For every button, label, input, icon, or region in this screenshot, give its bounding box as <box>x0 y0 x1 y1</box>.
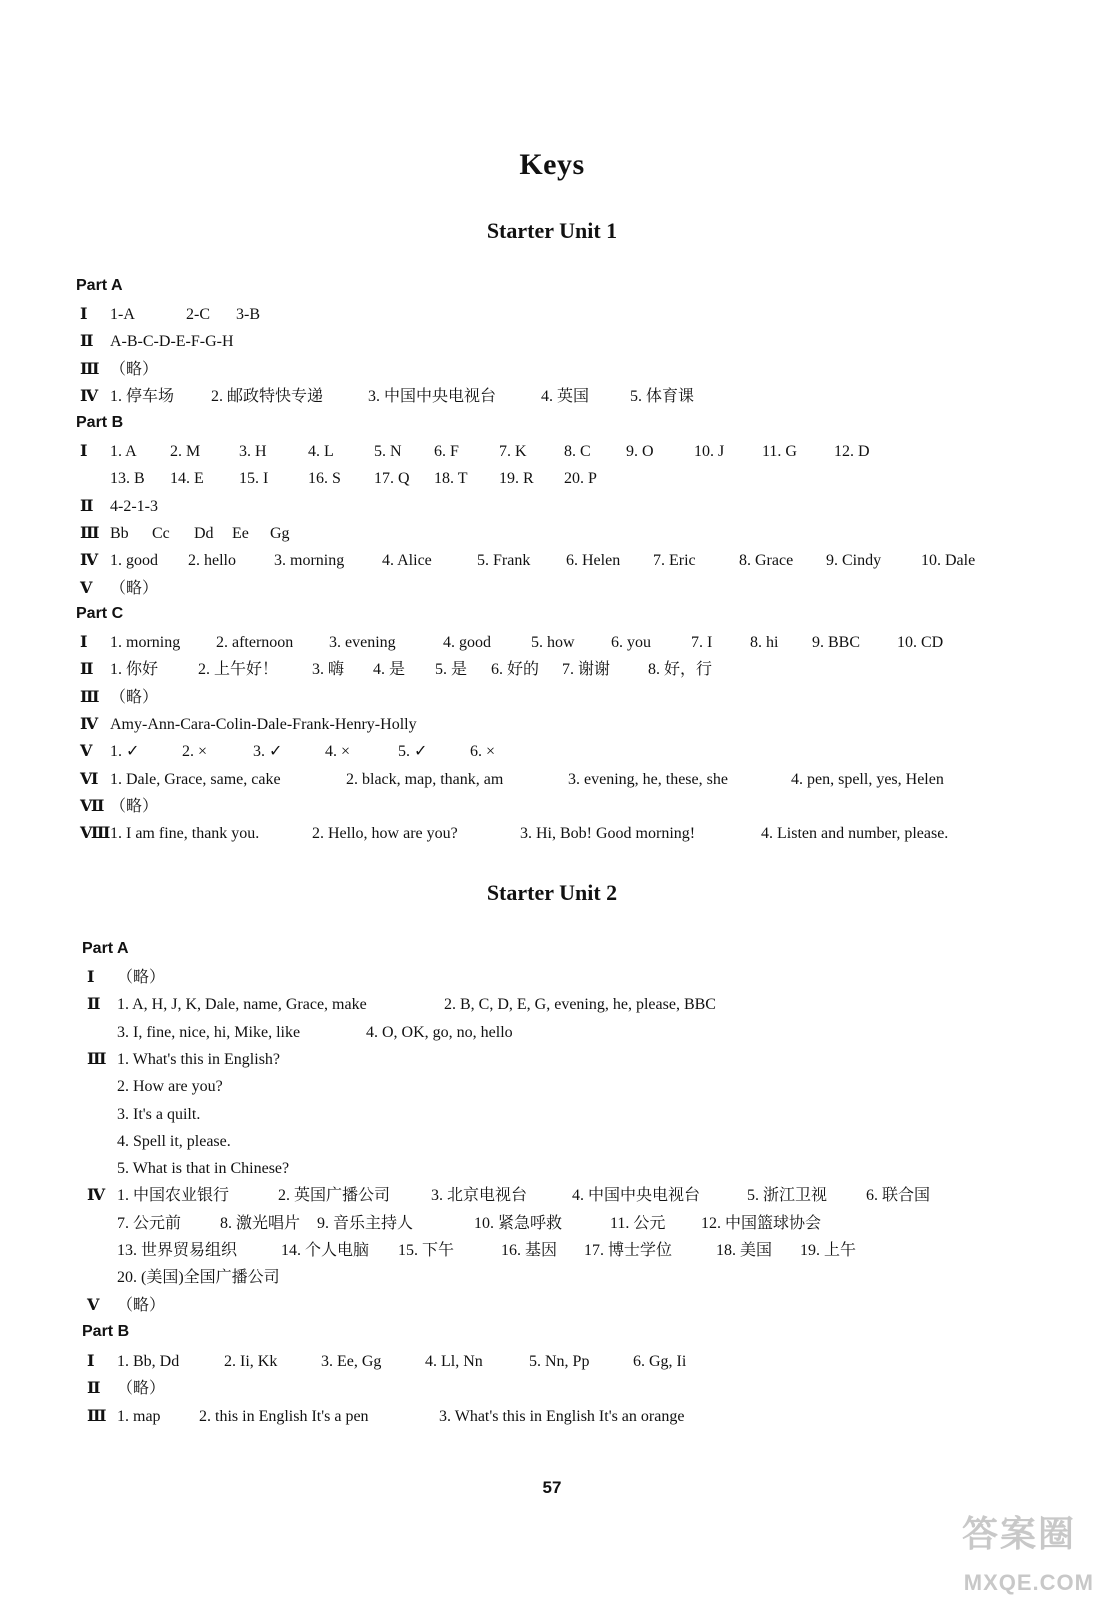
answer-item: 6. 联合国 <box>866 1187 931 1205</box>
answer-item: 9. BBC <box>812 634 861 651</box>
question-number: Ⅴ <box>87 1296 100 1314</box>
question-number: Ⅳ <box>80 715 99 733</box>
answer-row <box>87 1406 1064 1428</box>
answer-item: 4. 是 <box>373 661 406 679</box>
answer-item: 5. Frank <box>477 552 531 570</box>
answer-item: 3. Ee, Gg <box>321 1353 382 1370</box>
answer-item: 4. pen, spell, yes, Helen <box>791 770 944 788</box>
answer-item: 19. 上午 <box>800 1242 857 1259</box>
answer-item: 7. I <box>691 634 713 651</box>
answer-item: Bb <box>110 524 129 542</box>
part-heading: Part A <box>82 940 129 957</box>
answer-item: 20. (美国)全国广播公司 <box>117 1269 280 1287</box>
answer-item: 5. 是 <box>435 661 468 679</box>
part-heading: Part B <box>76 414 124 431</box>
answer-item: 1. morning <box>110 634 181 651</box>
answer-item: 2. B, C, D, E, G, evening, he, please, BBC <box>444 996 716 1014</box>
answer-item: Ee <box>232 524 249 542</box>
question-number: Ⅶ <box>80 797 105 815</box>
answer-row <box>87 1049 1064 1071</box>
question-number: Ⅱ <box>80 333 94 351</box>
answer-item: 3. 北京电视台 <box>431 1187 528 1205</box>
question-number: Ⅱ <box>87 1380 101 1398</box>
answer-row <box>80 468 1064 490</box>
answer-row <box>80 632 1064 654</box>
answer-item: Amy-Ann-Cara-Colin-Dale-Frank-Henry-Holly <box>110 715 417 733</box>
answer-item: 10. CD <box>897 634 944 651</box>
answer-item: 1. What's this in English? <box>117 1050 281 1068</box>
question-number: Ⅰ <box>80 634 88 651</box>
answer-item: 2. 上午好！ <box>198 661 279 679</box>
answer-item: 12. 中国篮球协会 <box>701 1214 822 1232</box>
question-number: Ⅲ <box>80 688 100 706</box>
answer-item: 5. N <box>374 443 402 460</box>
answer-item: 3. What's this in English It's an orange <box>439 1407 685 1425</box>
question-number: Ⅲ <box>80 524 100 542</box>
answer-item: 3. evening <box>329 634 396 651</box>
answer-item: 18. T <box>434 470 468 488</box>
question-number: Ⅷ <box>80 825 111 843</box>
answer-item: 7. K <box>499 443 527 460</box>
answer-item: 12. D <box>834 443 870 460</box>
answer-row <box>80 496 1064 518</box>
answer-item: 1. 你好 <box>110 661 159 679</box>
answer-row <box>87 1378 1064 1400</box>
answer-row <box>87 1213 1064 1235</box>
answer-item: 6. × <box>470 743 496 761</box>
answer-item: 2. this in English It's a pen <box>199 1407 369 1425</box>
answer-row <box>87 1295 1064 1317</box>
answer-item: 5. Nn, Pp <box>529 1353 590 1370</box>
question-number: Ⅴ <box>80 743 93 761</box>
answer-item: 1. A, H, J, K, Dale, name, Grace, make <box>117 996 367 1014</box>
answer-row <box>80 550 1064 572</box>
answer-item: 2. How are you? <box>117 1078 223 1096</box>
answer-item: 8. C <box>564 443 591 460</box>
answer-row <box>80 386 1064 408</box>
part-heading: Part A <box>76 277 123 294</box>
answer-item: 8. hi <box>750 634 779 651</box>
answer-item: 6. you <box>611 634 651 651</box>
answer-item: 4. Ll, Nn <box>425 1353 483 1370</box>
answer-item: 11. 公元 <box>610 1214 666 1232</box>
answer-item: 8. Grace <box>739 552 794 570</box>
answer-item: 6. Gg, Ii <box>633 1353 687 1370</box>
watermark-logo <box>924 1506 1094 1596</box>
answer-row <box>80 441 1064 463</box>
answer-item: 4. Spell it, please. <box>117 1132 231 1150</box>
answer-item: Gg <box>270 524 290 542</box>
answer-item: 10. J <box>694 443 725 460</box>
answer-item: 4. O, OK, go, no, hello <box>366 1023 513 1041</box>
answer-row <box>80 304 1064 326</box>
answer-item: 1. Bb, Dd <box>117 1353 180 1370</box>
answer-item: Dd <box>194 524 214 542</box>
answer-item: 20. P <box>564 470 597 488</box>
answer-item: 5. 浙江卫视 <box>747 1187 828 1205</box>
answer-item: 3. Hi, Bob! Good morning! <box>520 825 696 843</box>
answer-item: 1. ✓ <box>110 743 140 761</box>
answer-item: A-B-C-D-E-F-G-H <box>110 333 234 351</box>
answer-item: 2. Hello, how are you? <box>312 825 458 843</box>
answer-row <box>80 714 1064 736</box>
answer-row <box>87 1104 1064 1126</box>
question-number: Ⅲ <box>87 1050 107 1068</box>
page-title: Keys <box>519 148 585 181</box>
answer-row <box>87 1267 1064 1289</box>
answer-row <box>80 741 1064 763</box>
answer-item: （略） <box>110 797 159 815</box>
answer-item: 4. L <box>308 443 334 460</box>
answer-item: 16. 基因 <box>501 1242 558 1259</box>
page-number: 57 <box>542 1478 562 1497</box>
answer-item: 8. 好，行 <box>648 661 713 679</box>
answer-item: 14. 个人电脑 <box>281 1242 370 1259</box>
answer-row <box>87 1131 1064 1153</box>
answer-item: 6. F <box>434 443 459 460</box>
answer-item: 19. R <box>499 470 534 488</box>
part-heading: Part B <box>82 1323 130 1340</box>
answer-item: 5. What is that in Chinese? <box>117 1160 290 1178</box>
answer-item: 3. H <box>239 443 267 460</box>
answer-row <box>87 967 1064 989</box>
answer-row <box>87 1351 1064 1373</box>
part-heading: Part C <box>76 605 124 622</box>
answer-item: 13. B <box>110 470 145 488</box>
answer-item: （略） <box>117 1380 166 1398</box>
answer-item: （略） <box>117 969 166 986</box>
answer-item: 4. Alice <box>382 552 432 570</box>
answer-item: 3. It's a quilt. <box>117 1105 201 1123</box>
question-number: Ⅰ <box>87 969 95 986</box>
answer-item: （略） <box>110 579 159 597</box>
answer-item: 4. good <box>443 634 491 651</box>
answer-item: 7. 公元前 <box>117 1214 182 1232</box>
answer-item: 7. 谢谢 <box>562 661 611 679</box>
answer-item: 3. ✓ <box>253 743 283 761</box>
question-number: Ⅱ <box>80 497 94 515</box>
answer-item: 3. evening, he, these, she <box>568 770 728 788</box>
answer-item: 3. 嗨 <box>312 661 345 679</box>
answer-item: 2. hello <box>188 552 236 570</box>
answer-item: 8. 激光唱片 <box>220 1214 301 1232</box>
answer-item: 1. I am fine, thank you. <box>110 825 260 843</box>
answer-item: 6. Helen <box>566 552 621 570</box>
unit-title-starter-unit-2: Starter Unit 2 <box>486 880 618 905</box>
answer-item: 16. S <box>308 470 341 488</box>
answer-item: 11. G <box>762 443 797 460</box>
question-number: Ⅰ <box>87 1353 95 1370</box>
answer-item: 3-B <box>236 306 260 323</box>
answer-row <box>87 1158 1064 1180</box>
answer-item: 2. M <box>170 443 201 460</box>
question-number: Ⅰ <box>80 443 88 460</box>
answer-item: 2. afternoon <box>216 634 294 651</box>
question-number: Ⅲ <box>87 1407 107 1425</box>
answer-item: 1. A <box>110 443 137 460</box>
answer-item: 3. I, fine, nice, hi, Mike, like <box>117 1023 301 1041</box>
question-number: Ⅱ <box>87 996 101 1014</box>
answer-item: 7. Eric <box>653 552 696 570</box>
answer-row <box>80 687 1064 709</box>
answer-row <box>80 331 1064 353</box>
answer-item: （略） <box>117 1296 166 1314</box>
answer-row <box>87 994 1064 1016</box>
answer-row <box>80 659 1064 681</box>
answer-item: 1. good <box>110 552 158 570</box>
question-number: Ⅲ <box>80 360 100 378</box>
unit-title-starter-unit-1: Starter Unit 1 <box>486 218 618 243</box>
answer-item: 3. morning <box>274 552 345 570</box>
watermark-top-text: 答案圈 <box>961 1513 1076 1554</box>
answer-item: 4. 中国中央电视台 <box>572 1187 701 1205</box>
answer-row <box>87 1240 1064 1262</box>
answer-item: 4. Listen and number, please. <box>761 825 949 843</box>
question-number: Ⅳ <box>80 552 99 570</box>
answer-item: 4-2-1-3 <box>110 497 158 515</box>
answer-item: 1. Dale, Grace, same, cake <box>110 770 281 788</box>
answer-row <box>80 359 1064 381</box>
answer-item: 13. 世界贸易组织 <box>117 1242 238 1259</box>
answer-item: 2. Ii, Kk <box>224 1353 278 1370</box>
answer-item: 5. how <box>531 634 575 651</box>
answer-item: 1-A <box>110 306 135 323</box>
question-number: Ⅱ <box>80 661 94 679</box>
question-number: Ⅳ <box>87 1187 106 1205</box>
watermark-bottom-text: MXQE.COM <box>963 1570 1094 1595</box>
answer-row <box>87 1185 1064 1207</box>
answer-item: 10. 紧急呼救 <box>474 1214 563 1232</box>
answer-item: 3. 中国中央电视台 <box>368 387 497 405</box>
answer-row <box>80 823 1064 845</box>
answer-row <box>80 523 1064 545</box>
answer-item: 18. 美国 <box>716 1242 773 1259</box>
answer-row <box>87 1076 1064 1098</box>
answer-item: 6. 好的 <box>491 661 540 679</box>
answer-row <box>80 769 1064 791</box>
answer-item: 17. Q <box>374 470 410 488</box>
answer-item: 2. × <box>182 743 208 761</box>
answer-item: 15. I <box>239 470 269 488</box>
answer-item: 9. O <box>626 443 654 460</box>
answer-item: 17. 博士学位 <box>584 1242 673 1259</box>
answer-item: 1. 中国农业银行 <box>117 1187 230 1205</box>
answer-item: Cc <box>152 524 170 542</box>
answer-item: 15. 下午 <box>398 1242 455 1259</box>
answer-item: 2. 英国广播公司 <box>278 1187 391 1205</box>
answer-item: 14. E <box>170 470 204 488</box>
answer-item: 1. map <box>117 1407 161 1425</box>
answer-item: 5. 体育课 <box>630 387 695 405</box>
answer-row <box>87 1022 1064 1044</box>
answer-item: 1. 停车场 <box>110 387 175 405</box>
question-number: Ⅵ <box>80 770 99 788</box>
answer-row <box>80 796 1064 818</box>
answer-item: 2. black, map, thank, am <box>346 770 504 788</box>
answer-item: 2-C <box>186 306 210 323</box>
answer-item: （略） <box>110 360 159 378</box>
answer-item: 9. Cindy <box>826 552 882 570</box>
answer-item: 9. 音乐主持人 <box>317 1214 414 1232</box>
answer-item: （略） <box>110 688 159 706</box>
question-number: Ⅳ <box>80 387 99 405</box>
answer-item: 4. × <box>325 743 351 761</box>
answer-item: 5. ✓ <box>398 743 428 761</box>
answer-row <box>80 578 1064 600</box>
answer-item: 10. Dale <box>921 552 976 570</box>
question-number: Ⅰ <box>80 306 88 323</box>
answer-item: 4. 英国 <box>541 387 590 405</box>
answer-item: 2. 邮政特快专递 <box>211 387 324 405</box>
question-number: Ⅴ <box>80 579 93 597</box>
